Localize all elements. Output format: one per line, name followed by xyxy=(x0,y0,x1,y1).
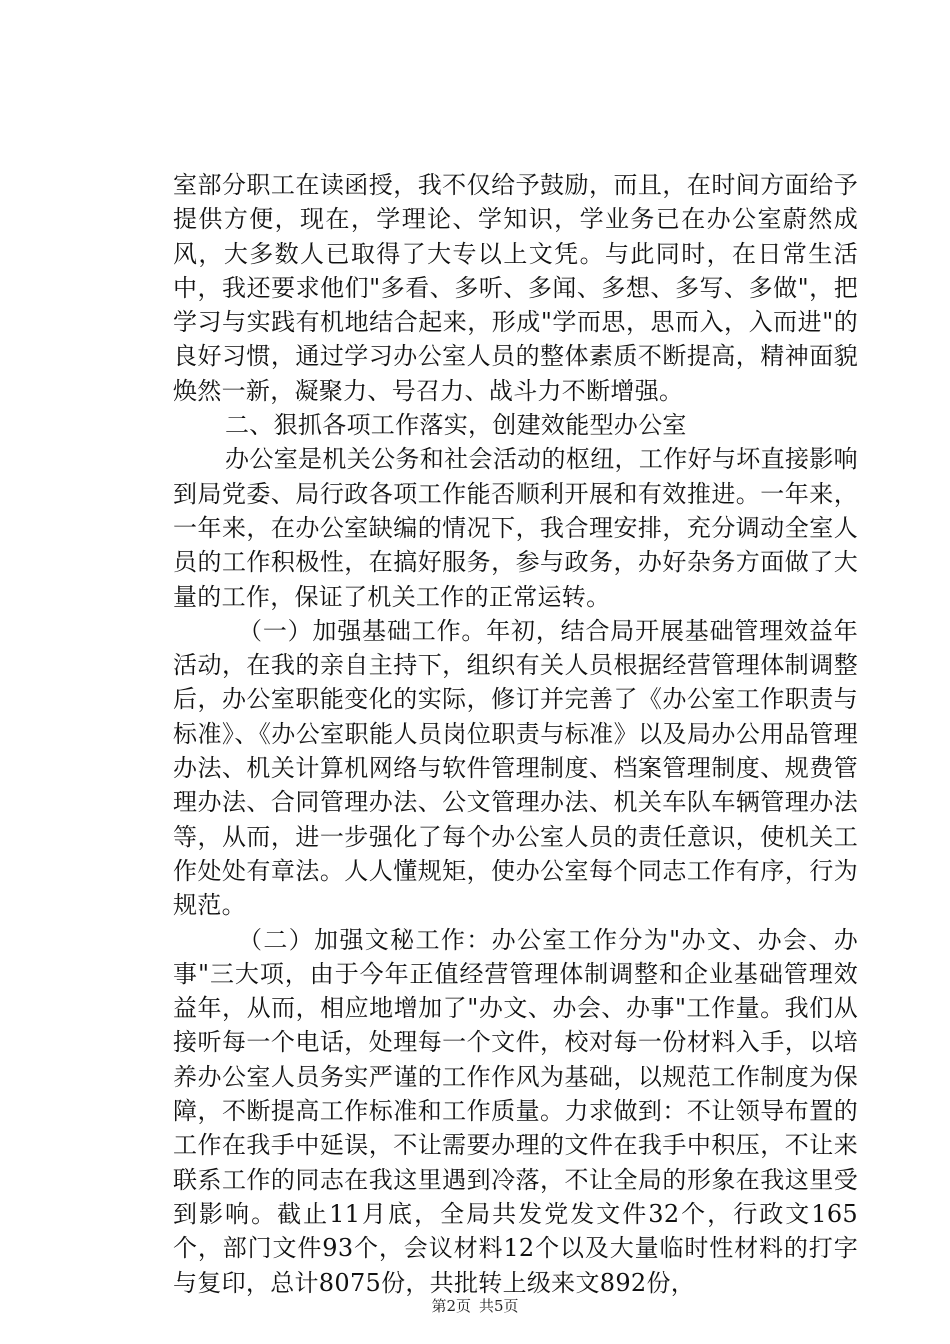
section-heading-efficiency-office: 二、狠抓各项工作落实，创建效能型办公室 xyxy=(225,411,687,440)
paragraph-study-culture: 室部分职工在读函授，我不仅给予鼓励，而且，在时间方面给予提供方便，现在，学理论、学知识，学业务已在办公室蔚然成风，大多数人已取得了大专以上文凭。与此同时，在日常生活中，我还要求他们"多看、多听、多闻、多想、多写、多做"，把学习与实践有机地结合起来，形成"学而思，思而入，入而进"的良好习惯，通过学习办公室人员的整体素质不断提高，精神面貌焕然一新，凝聚力、号召力、战斗力不断增强。 xyxy=(173,171,858,405)
paragraph-basic-work: （一）加强基础工作。年初，结合局开展基础管理效益年活动，在我的亲自主持下，组织有关人员根据经营管理体制调整后，办公室职能变化的实际，修订并完善了《办公室工作职责与标准》、《办公室职能人员岗位职责与标准》以及局办公用品管理办法、机关计算机网络与软件管理制度、档案管理制度、规费管理办法、合同管理办法、公文管理办法、机关车队车辆管理办法等，从而，进一步强化了每个办公室人员的责任意识，使机关工作处处有章法。人人懂规矩，使办公室每个同志工作有序，行为规范。 xyxy=(173,616,858,920)
paragraph-secretarial-work: （二）加强文秘工作：办公室工作分为"办文、办会、办事"三大项，由于今年正值经营管理体制调整和企业基础管理效益年，从而，相应地增加了"办文、办会、办事"工作量。我们从接听每一个电话，处理每一个文件，校对每一份材料入手，以培养办公室人员务实严谨的工作作风为基础，以规范工作制度为保障，不断提高工作标准和工作质量。力求做到：不让领导布置的工作在我手中延误，不让需要办理的文件在我手中积压，不让来联系工作的同志在我这里遇到冷落，不让全局的形象在我这里受到影响。截止11月底，全局共发党发文件32个，行政文165个，部门文件93个，会议材料12个以及大量临时性材料的打字与复印，总计8075份，共批转上级来文892份， xyxy=(173,925,858,1297)
page-total: 共5页 xyxy=(479,1297,519,1315)
document-body xyxy=(173,168,858,1300)
paragraph-office-hub: 办公室是机关公务和社会活动的枢纽，工作好与坏直接影响到局党委、局行政各项工作能否顺利开展和有效推进。一年来，一年来，在办公室缺编的情况下，我合理安排，充分调动全室人员的工作积极性，在搞好服务，参与政务，办好杂务方面做了大量的工作，保证了机关工作的正常运转。 xyxy=(173,445,858,611)
page-footer xyxy=(0,1295,950,1316)
page-number: 第2页 xyxy=(431,1297,471,1315)
